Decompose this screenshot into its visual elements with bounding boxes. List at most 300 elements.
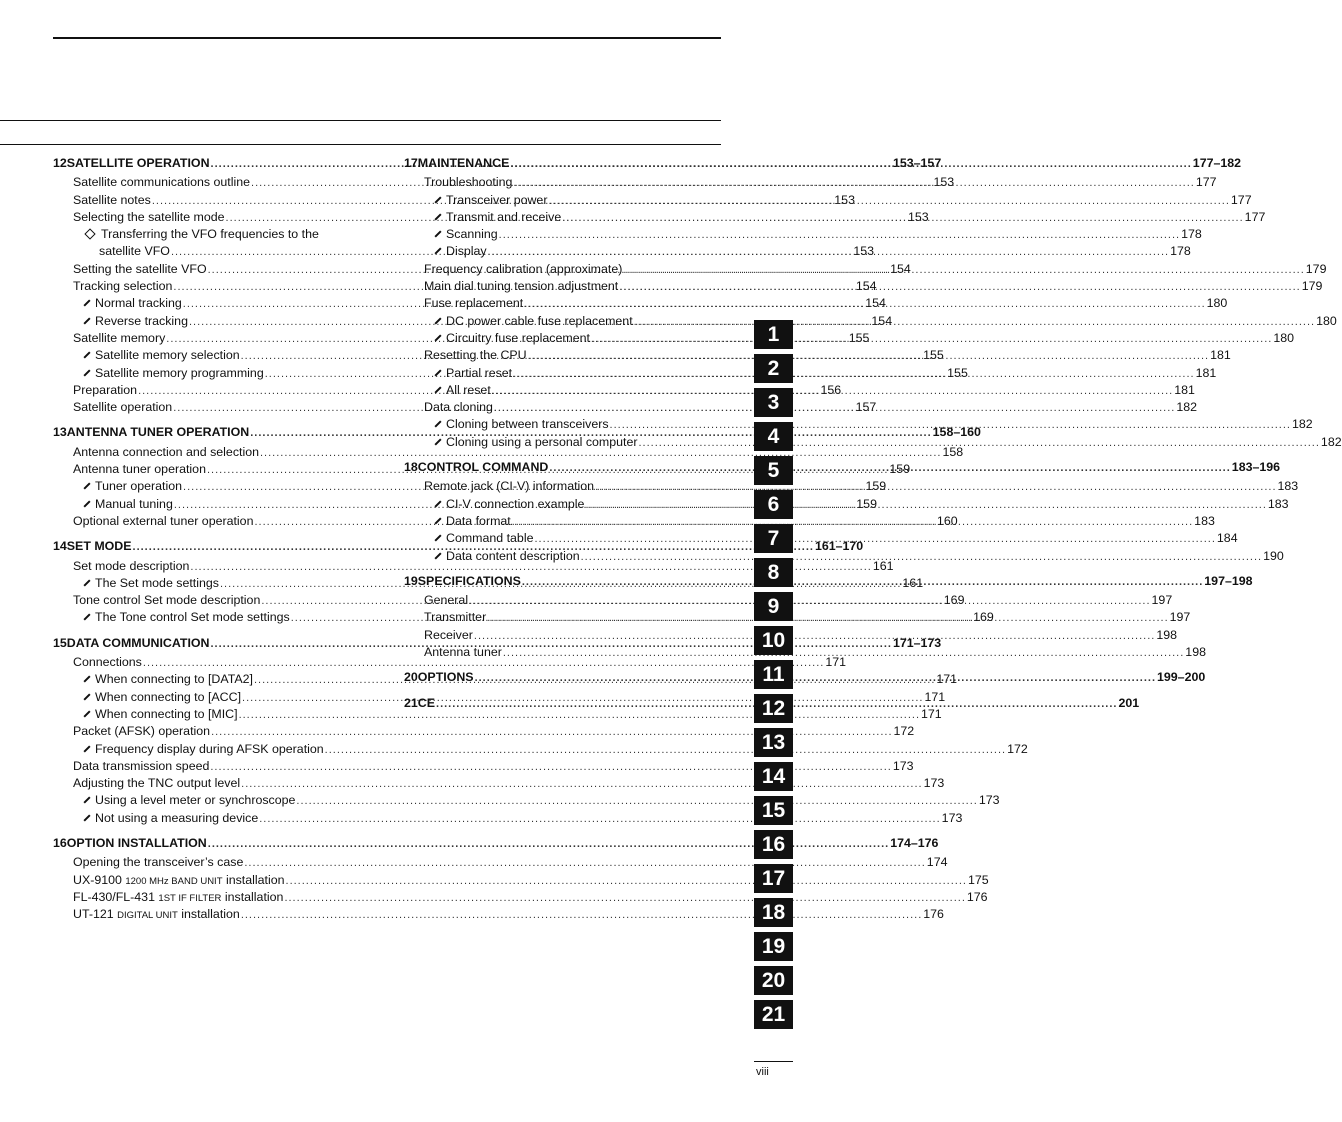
chapter-tab[interactable]: 3: [754, 388, 793, 417]
entry-title: [73, 330, 165, 347]
section-title: OPTIONS: [417, 670, 474, 685]
entry-title: [95, 741, 324, 758]
section-pages: 158–160: [932, 425, 981, 440]
entry-small-caps: DIGITAL UNIT: [117, 910, 178, 922]
entry-page: 198: [1185, 645, 1206, 660]
entry-title: [95, 792, 295, 809]
section-number: 19: [404, 573, 418, 588]
diamond-bullet-icon: [434, 317, 441, 324]
entry-page: 158: [942, 444, 964, 459]
entry-page: 173: [978, 793, 1000, 808]
section-title: ANTENNA TUNER OPERATION: [66, 425, 250, 440]
chapter-tab[interactable]: 8: [754, 558, 793, 587]
dot-leader: [528, 348, 1209, 365]
entry-text: Satellite communications outline: [73, 175, 251, 190]
toc-entry[interactable]: [53, 654, 847, 671]
entry-text: Adjusting the TNC output level: [73, 776, 241, 791]
entry-text: Data transmission speed: [73, 758, 210, 773]
chapter-tab[interactable]: 14: [754, 762, 793, 791]
entry-text: CI-V connection example: [446, 496, 585, 511]
entry-page: 161: [902, 575, 924, 590]
entry-page: 177: [1244, 209, 1266, 224]
section-pages: 161–170: [814, 539, 864, 554]
entry-title: [95, 313, 188, 330]
entry-page: 154: [871, 313, 893, 328]
dot-leader: [534, 531, 1215, 548]
toc-entry[interactable]: [53, 758, 914, 775]
toc-entry[interactable]: [53, 854, 948, 871]
entry-text: Connections: [73, 655, 142, 670]
diamond-bullet-icon: [83, 676, 90, 683]
diamond-bullet-icon: [434, 438, 441, 445]
entry-title: [73, 444, 259, 461]
entry-text: Display: [446, 244, 487, 259]
section-pages: 201: [1118, 695, 1140, 710]
entry-text: Circuitry fuse replacement: [446, 330, 590, 345]
entry-text: Remote jack (CI-V) information: [424, 479, 595, 494]
entry-title: [95, 496, 173, 513]
entry-text: UX-9100: [73, 872, 122, 887]
entry-page: 197: [1169, 610, 1191, 625]
section-number: 17: [404, 156, 418, 170]
entry-page: 159: [889, 462, 911, 477]
chapter-tab[interactable]: 10: [754, 626, 793, 655]
entry-text: Transmit and receive: [446, 209, 562, 224]
dot-leader: [585, 497, 1266, 514]
entry-text: Receiver: [424, 627, 473, 642]
entry-page: 179: [1301, 279, 1323, 294]
entry-title: [446, 330, 590, 347]
entry-text: Set mode description: [73, 558, 190, 573]
entry-title: [73, 889, 283, 907]
entry-text: Packet (AFSK) operation: [73, 724, 211, 739]
diamond-bullet-icon: [83, 317, 90, 324]
entry-page: 154: [865, 296, 886, 311]
entry-title: [99, 243, 170, 260]
entry-text: Optional external tuner operation: [73, 513, 254, 528]
dot-leader: [325, 742, 1006, 759]
toc-entry[interactable]: [53, 558, 894, 575]
entry-page: 183: [1277, 479, 1299, 494]
entry-page: 155: [923, 348, 944, 363]
entry-title: [73, 558, 189, 575]
section-pages: 177–182: [1192, 156, 1242, 170]
entry-page: 182: [1320, 434, 1342, 449]
chapter-tab[interactable]: 20: [754, 966, 793, 995]
section-heading[interactable]: [53, 835, 939, 852]
toc-entry[interactable]: [53, 226, 370, 243]
chapter-tab[interactable]: 15: [754, 796, 793, 825]
entry-page: 181: [1174, 382, 1195, 397]
entry-title: [95, 575, 219, 592]
entry-text: All reset: [446, 382, 491, 397]
entry-text: Frequency display during AFSK operation: [95, 741, 324, 756]
diamond-bullet-icon: [83, 614, 90, 621]
entry-text: Frequency calibration (approximate): [424, 261, 623, 276]
entry-text: Troubleshooting: [424, 175, 513, 190]
footer-rule: [754, 1061, 793, 1062]
entry-text: Reverse tracking: [95, 313, 188, 328]
section-title: SATELLITE OPERATION: [66, 156, 210, 170]
entry-title: [101, 226, 319, 243]
entry-title: [95, 689, 241, 706]
entry-page: 172: [893, 724, 915, 739]
section-title: CE: [417, 695, 436, 710]
entry-page: 153: [933, 175, 955, 190]
entry-title: [424, 592, 468, 609]
dot-leader: [595, 479, 1276, 496]
entry-text: Antenna tuner: [424, 645, 502, 660]
entry-text: Selecting the satellite mode: [73, 209, 225, 224]
entry-text: Tuner operation: [95, 479, 183, 494]
entry-text: Satellite operation: [73, 400, 173, 415]
entry-text: Manual tuning: [95, 496, 173, 511]
dot-leader: [259, 811, 940, 828]
entry-title: [95, 478, 182, 495]
dot-leader: [562, 210, 1243, 227]
entry-page: 182: [1291, 417, 1313, 432]
section-number: 14: [53, 539, 67, 554]
chapter-tab[interactable]: 16: [754, 830, 793, 859]
entry-page: 178: [1181, 227, 1202, 242]
dot-leader: [474, 628, 1155, 645]
entry-title: [73, 854, 243, 871]
dot-leader: [512, 514, 1193, 531]
diamond-bullet-icon: [434, 500, 441, 507]
entry-page: 161: [872, 558, 894, 573]
entry-title: [95, 706, 238, 723]
entry-page: 178: [1170, 244, 1191, 259]
entry-title: [73, 723, 210, 740]
entry-page: 181: [1210, 348, 1231, 363]
dot-leader: [492, 383, 1173, 400]
entry-text: Satellite memory programming: [95, 365, 264, 380]
entry-title: [95, 295, 182, 312]
dot-leader: [475, 670, 1156, 687]
entry-text: DC power cable fuse replacement: [446, 313, 633, 328]
section-number: 12: [53, 156, 67, 170]
entry-title: [424, 399, 493, 416]
section-title: OPTION INSTALLATION: [66, 835, 207, 850]
entry-page: 159: [865, 479, 887, 494]
dot-leader: [510, 156, 1191, 173]
section-title: SPECIFICATIONS: [417, 573, 521, 588]
entry-title: [446, 434, 637, 451]
diamond-bullet-icon: [83, 352, 90, 359]
entry-title: [73, 399, 172, 416]
chapter-tab[interactable]: 7: [754, 524, 793, 553]
dot-leader: [522, 574, 1203, 591]
entry-title: [424, 644, 502, 661]
entry-page: 154: [890, 261, 911, 276]
entry-page: 173: [892, 758, 914, 773]
entry-text: Satellite memory: [73, 330, 166, 345]
toc-entry[interactable]: [53, 723, 915, 740]
chapter-tab[interactable]: 6: [754, 490, 793, 519]
dot-leader: [241, 907, 922, 924]
chapter-tab[interactable]: 5: [754, 456, 793, 485]
diamond-bullet-icon: [434, 334, 441, 341]
entry-text: Command table: [446, 531, 534, 546]
entry-text: satellite VFO: [99, 244, 170, 259]
entry-title: [95, 810, 258, 827]
entry-title: [424, 347, 527, 364]
entry-text: Using a level meter or synchroscope: [95, 793, 296, 808]
diamond-bullet-icon: [434, 196, 441, 203]
entry-title: [424, 174, 512, 191]
page-number: viii: [756, 1066, 769, 1078]
entry-text: Tracking selection: [73, 279, 173, 294]
entry-title: [73, 758, 209, 775]
entry-title: [446, 243, 487, 260]
entry-text: Not using a measuring device: [95, 810, 259, 825]
entry-title: [446, 548, 580, 565]
diamond-bullet-icon: [83, 693, 90, 700]
entry-text-after: installation: [181, 907, 240, 922]
chapter-tab[interactable]: 19: [754, 932, 793, 961]
entry-page: 198: [1156, 627, 1178, 642]
dot-leader: [499, 227, 1180, 244]
entry-text-after: installation: [224, 889, 284, 904]
entry-page: 155: [947, 365, 968, 380]
entry-text: Cloning between transceivers: [446, 417, 609, 432]
top-rule: [53, 37, 721, 39]
entry-title: [446, 513, 511, 530]
entry-page: 153: [853, 244, 875, 259]
entry-text: Transceiver power: [446, 192, 548, 207]
section-number: 21: [404, 695, 418, 710]
dot-leader: [619, 279, 1300, 296]
entry-small-caps: 1200 MHz BAND UNIT: [125, 875, 223, 887]
section-pages: 183–196: [1231, 460, 1281, 475]
entry-title: [446, 313, 633, 330]
chapter-tab[interactable]: 21: [754, 1000, 793, 1029]
entry-text: Satellite memory selection: [95, 348, 240, 363]
entry-page: 171: [921, 706, 942, 721]
section-title: CONTROL COMMAND: [417, 460, 549, 475]
section-number: 15: [53, 635, 67, 650]
entry-title: [73, 775, 240, 792]
diamond-bullet-icon: [434, 535, 441, 542]
middle-rule: [0, 120, 721, 121]
entry-title: [424, 295, 523, 312]
dot-leader: [487, 610, 1168, 627]
entry-page: 173: [923, 776, 945, 791]
entry-page: 156: [820, 382, 842, 397]
entry-title: [95, 365, 264, 382]
diamond-bullet-icon: [83, 814, 90, 821]
dot-leader: [488, 244, 1169, 261]
entry-text: Opening the transceiver’s case: [73, 855, 244, 870]
entry-page: 171: [936, 672, 958, 687]
entry-page: 159: [856, 496, 877, 511]
entry-page: 169: [973, 610, 994, 625]
toc-entry[interactable]: [53, 792, 1000, 809]
entry-title: [424, 478, 594, 495]
diamond-bullet-icon: [434, 369, 441, 376]
toc-entry[interactable]: [404, 226, 1202, 243]
dot-leader: [524, 296, 1205, 313]
toc-entry[interactable]: [404, 434, 1342, 451]
diamond-bullet-icon: [434, 552, 441, 559]
entry-title: [73, 872, 285, 890]
entry-text: Tone control Set mode description: [73, 593, 261, 608]
toc-entry[interactable]: [53, 444, 964, 461]
dot-leader: [513, 175, 1194, 192]
section-pages: 153–157: [892, 156, 942, 170]
diamond-bullet-icon: [434, 248, 441, 255]
section-pages: 171–173: [892, 635, 942, 650]
dot-leader: [284, 890, 965, 907]
dot-leader: [581, 549, 1262, 566]
entry-title: [446, 382, 491, 399]
diamond-bullet-icon: [434, 213, 441, 220]
entry-text: FL-430/FL-431: [73, 889, 155, 904]
entry-title: [73, 382, 137, 399]
entry-title: [446, 226, 498, 243]
entry-small-caps: 1ST IF FILTER: [158, 892, 222, 904]
toc-entry[interactable]: [404, 644, 1206, 661]
diamond-bullet-icon: [83, 797, 90, 804]
entry-page: 160: [936, 513, 958, 528]
entry-page: 176: [923, 907, 944, 922]
entry-title: [73, 261, 207, 278]
section-number: 20: [404, 670, 418, 685]
dot-leader: [494, 400, 1175, 417]
entry-page: 153: [907, 209, 929, 224]
entry-page: 153: [834, 192, 855, 207]
entry-page: 181: [1195, 365, 1217, 380]
chapter-tab[interactable]: 11: [754, 660, 793, 689]
entry-title: [73, 278, 172, 295]
section-pages: 174–176: [890, 835, 939, 850]
entry-page: 180: [1273, 330, 1295, 345]
section-pages: 197–198: [1204, 573, 1253, 588]
dot-leader: [296, 793, 977, 810]
entry-page: 177: [1195, 175, 1217, 190]
chapter-tab[interactable]: 1: [754, 320, 793, 349]
entry-text: Scanning: [446, 227, 498, 242]
entry-title: [73, 513, 253, 530]
section-number: 18: [404, 460, 418, 475]
entry-text: Partial reset: [446, 365, 513, 380]
diamond-bullet-icon: [83, 745, 90, 752]
entry-text: When connecting to [DATA2]: [95, 672, 253, 687]
diamond-bullet-icon: [83, 710, 90, 717]
entry-page: 169: [943, 593, 965, 608]
entry-title: [73, 654, 142, 671]
entry-page: 154: [855, 279, 877, 294]
entry-text-after: installation: [225, 872, 285, 887]
diamond-bullet-icon: [434, 517, 441, 524]
entry-text: Satellite notes: [73, 192, 151, 207]
dot-leader: [623, 262, 1304, 279]
dot-leader: [549, 460, 1230, 477]
entry-text: Data cloning: [424, 400, 493, 415]
diamond-bullet-icon: [83, 369, 90, 376]
entry-title: [446, 496, 584, 513]
entry-title: [73, 461, 206, 478]
entry-text: The Tone control Set mode settings: [95, 610, 290, 625]
chapter-tab[interactable]: 2: [754, 354, 793, 383]
entry-text: Setting the satellite VFO: [73, 261, 207, 276]
dot-leader: [513, 366, 1194, 383]
entry-title: [73, 192, 151, 209]
entry-page: 197: [1151, 593, 1173, 608]
chapter-tab[interactable]: 4: [754, 422, 793, 451]
entry-title: [424, 261, 622, 278]
chapter-tab[interactable]: 17: [754, 864, 793, 893]
entry-page: 177: [1230, 192, 1252, 207]
diamond-bullet-icon: [434, 231, 441, 238]
entry-title: [424, 609, 486, 626]
diamond-bullet-icon: [434, 421, 441, 428]
section-pages: 199–200: [1157, 670, 1206, 685]
entry-page: 173: [941, 810, 963, 825]
entry-title: [424, 278, 618, 295]
entry-text: Preparation: [73, 382, 138, 397]
entry-page: 183: [1194, 513, 1215, 528]
dot-leader: [503, 645, 1184, 662]
entry-text: Main dial tuning tension adjustment: [424, 279, 619, 294]
entry-text: Resetting the CPU: [424, 348, 527, 363]
entry-page: 190: [1263, 548, 1284, 563]
section-title: MAINTENANCE: [417, 156, 510, 170]
entry-page: 172: [1007, 741, 1028, 756]
entry-page: 157: [855, 400, 877, 415]
entry-page: 155: [848, 330, 870, 345]
section-number: 16: [53, 835, 67, 850]
diamond-bullet-icon: [84, 229, 95, 240]
section-title: SET MODE: [66, 539, 132, 554]
entry-text: UT-121: [73, 907, 114, 922]
entry-title: [95, 671, 253, 688]
dot-leader: [610, 417, 1291, 434]
content-rule: [0, 144, 721, 145]
dot-leader: [244, 855, 925, 872]
entry-title: [73, 174, 250, 191]
entry-page: 183: [1267, 496, 1289, 511]
section-title: DATA COMMUNICATION: [66, 635, 210, 650]
entry-title: [446, 416, 609, 433]
diamond-bullet-icon: [83, 300, 90, 307]
toc-entry[interactable]: [53, 872, 989, 889]
dot-leader: [548, 193, 1229, 210]
entry-text: The Set mode settings: [95, 575, 219, 590]
chapter-tab[interactable]: 9: [754, 592, 793, 621]
dot-leader: [638, 435, 1319, 452]
entry-page: 171: [825, 655, 847, 670]
entry-text: Data content description: [446, 548, 580, 563]
chapter-tab[interactable]: 12: [754, 694, 793, 723]
dot-leader: [241, 776, 922, 793]
entry-text: When connecting to [ACC]: [95, 689, 242, 704]
entry-text: Transmitter: [424, 610, 487, 625]
entry-page: 171: [924, 689, 946, 704]
entry-title: [446, 209, 561, 226]
entry-title: [95, 609, 290, 626]
entry-page: 180: [1316, 313, 1337, 328]
entry-title: [424, 627, 473, 644]
entry-text: Transferring the VFO frequencies to the: [101, 227, 319, 242]
toc-entry[interactable]: [404, 548, 1284, 565]
chapter-tab[interactable]: 18: [754, 898, 793, 927]
diamond-bullet-icon: [83, 483, 90, 490]
toc-entry[interactable]: [53, 889, 988, 906]
chapter-tab[interactable]: 13: [754, 728, 793, 757]
entry-text: Normal tracking: [95, 296, 182, 311]
entry-title: [95, 347, 240, 364]
